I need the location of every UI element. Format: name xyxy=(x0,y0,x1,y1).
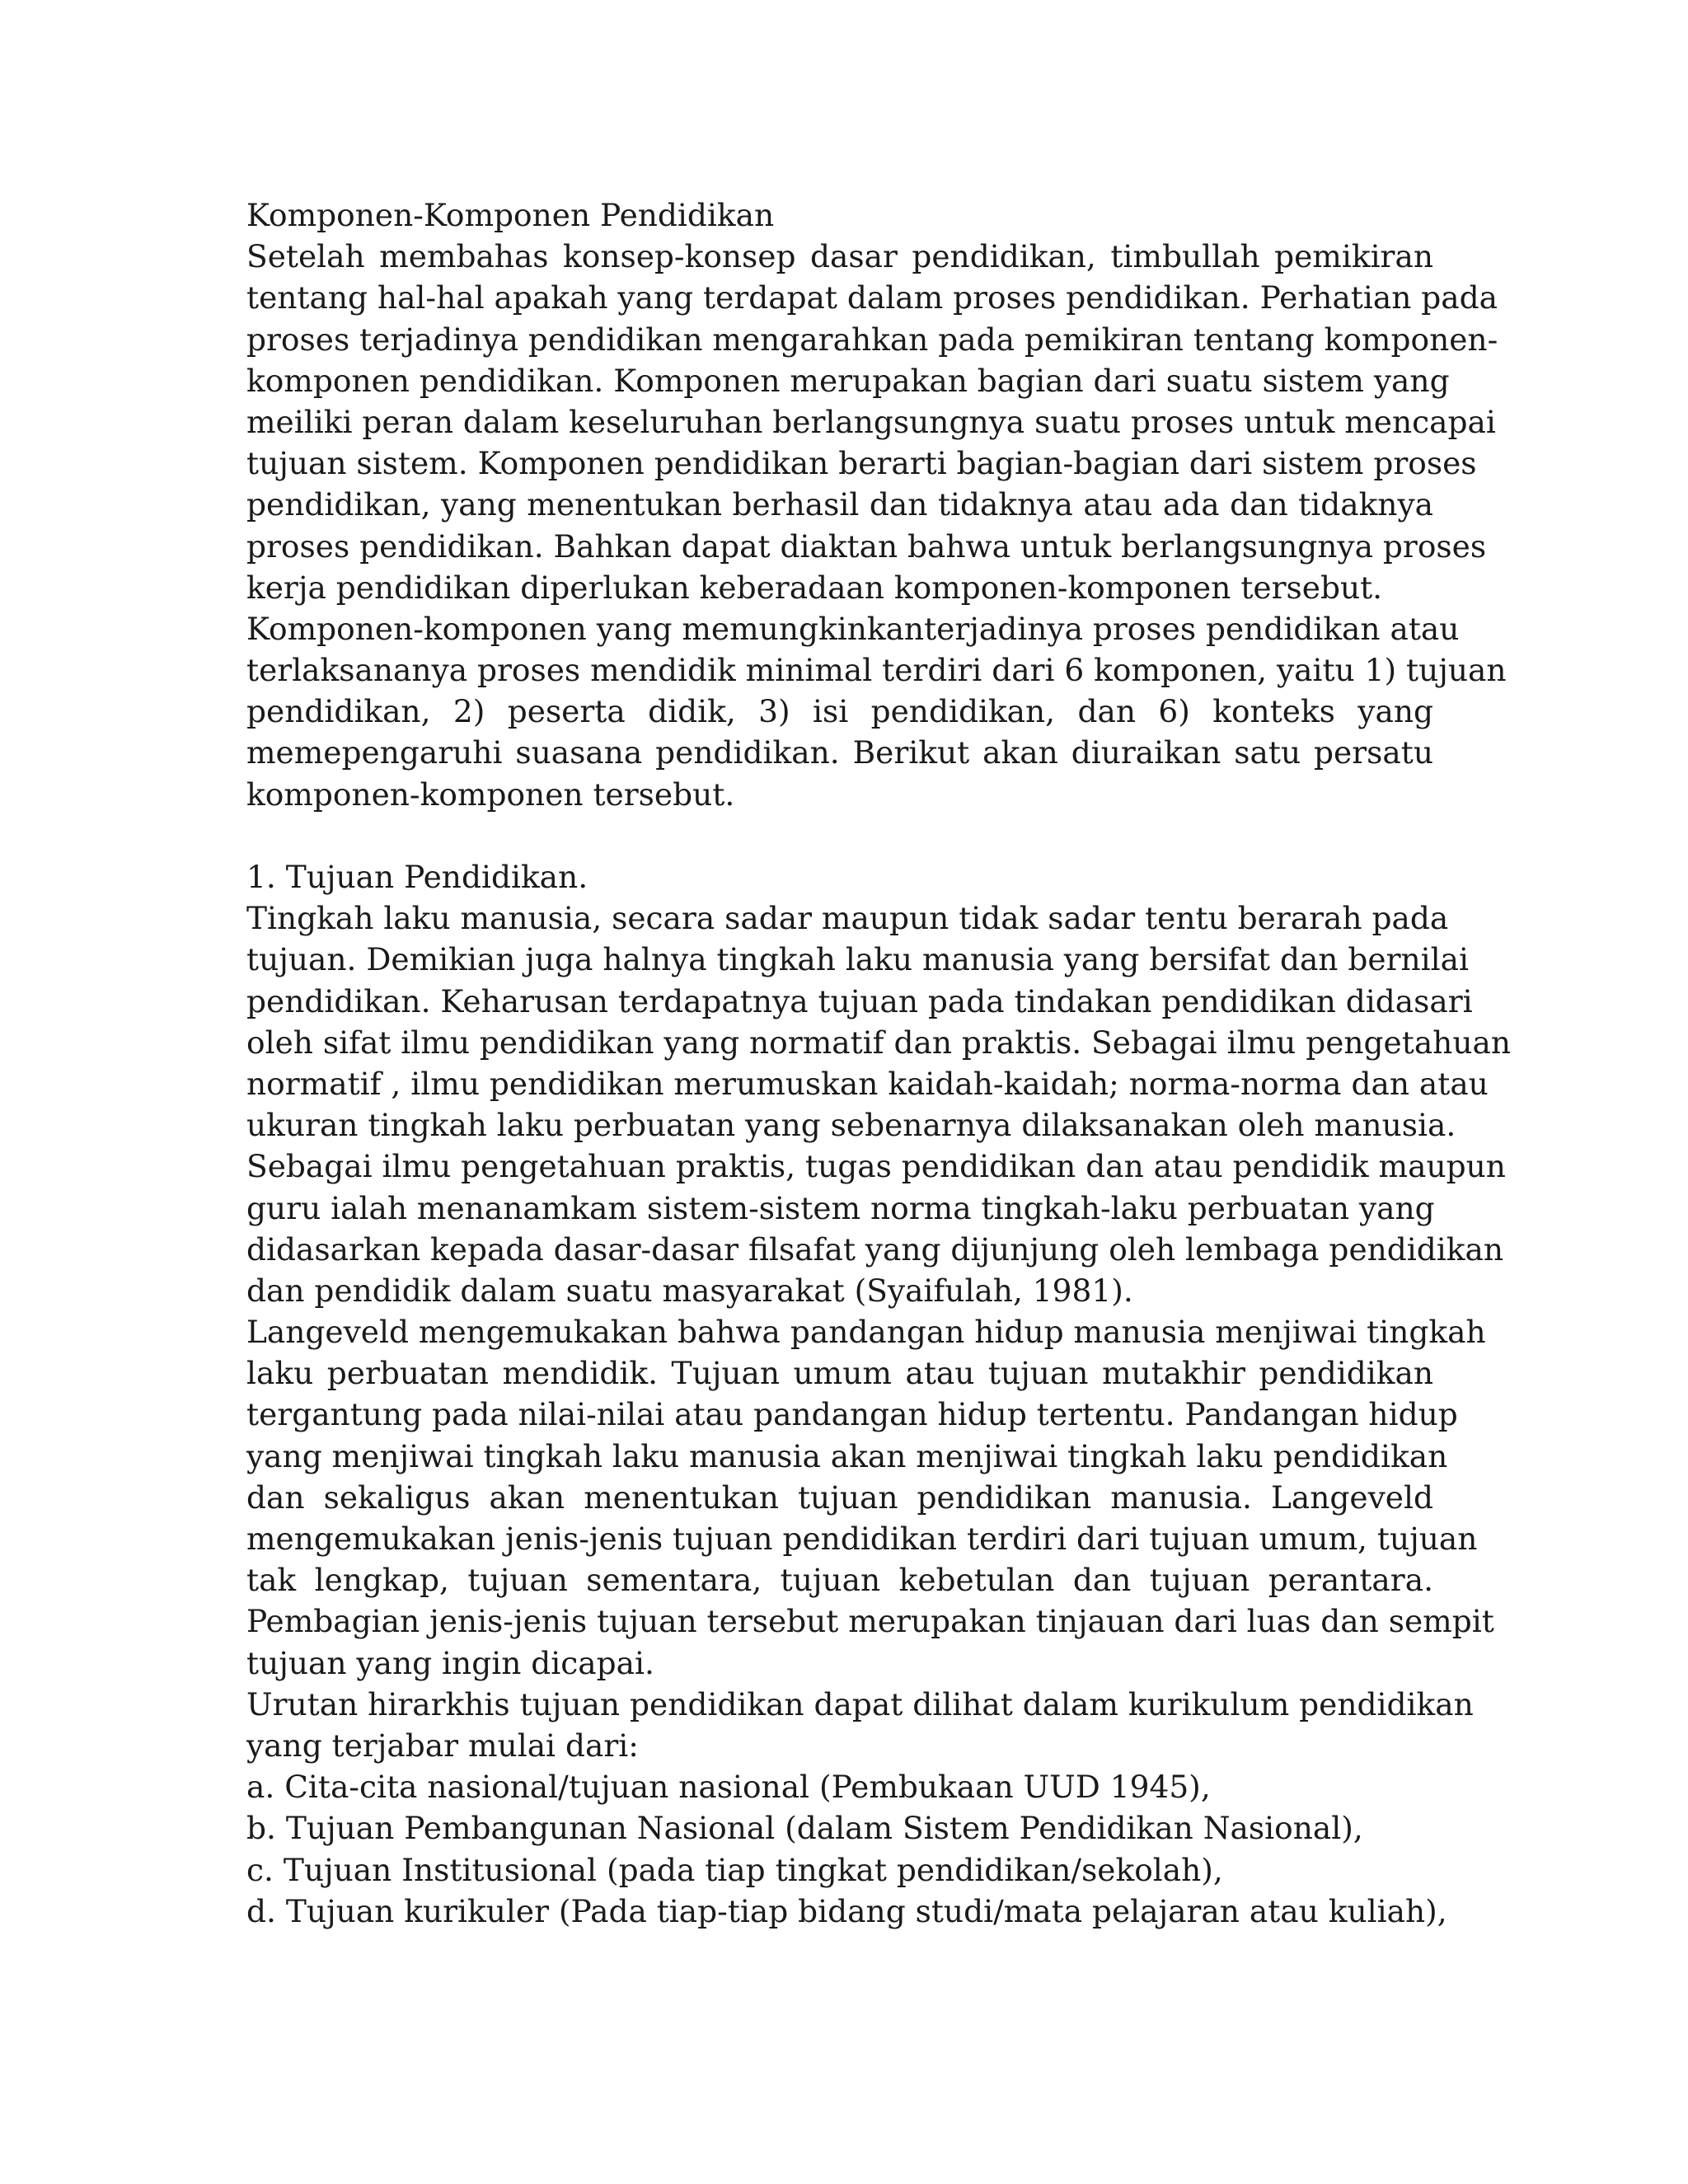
text-line: ukuran tingkah laku perbuatan yang sebenarnya dilaksanakan oleh manusia. xyxy=(246,1107,1456,1144)
text-line: proses terjadinya pendidikan mengarahkan pada pemikiran tentang komponen- xyxy=(246,321,1498,358)
text-line: didasarkan kepada dasar-dasar filsafat yang dijunjung oleh lembaga pendidikan xyxy=(246,1230,1504,1268)
text-line: komponen-komponen tersebut. xyxy=(246,776,735,813)
text-line: Komponen-komponen yang memungkinkanterjadinya proses pendidikan atau xyxy=(246,610,1460,647)
text-line: normatif , ilmu pendidikan merumuskan kaidah-kaidah; norma-norma dan atau xyxy=(246,1065,1489,1102)
text-line: komponen pendidikan. Komponen merupakan bagian dari suatu sistem yang xyxy=(246,362,1450,399)
hierarchy-list xyxy=(246,1766,1447,1932)
text-line: dan sekaligus akan menentukan tujuan pendidikan manusia. Langeveld xyxy=(246,1479,1433,1516)
text-line: pendidikan, 2) peserta didik, 3) isi pendidikan, dan 6) konteks yang xyxy=(246,693,1433,730)
text-line: tujuan. Demikian juga halnya tingkah laku manusia yang bersifat dan bernilai xyxy=(246,941,1469,978)
section-heading: 1. Tujuan Pendidikan. xyxy=(246,859,588,895)
text-line: tujuan yang ingin dicapai. xyxy=(246,1644,654,1681)
text-line: proses pendidikan. Bahkan dapat diaktan bahwa untuk berlangsungnya proses xyxy=(246,527,1487,565)
document-page xyxy=(246,194,1511,1932)
text-line: tak lengkap, tujuan sementara, tujuan kebetulan dan tujuan perantara. xyxy=(246,1562,1433,1599)
intro-paragraph-1 xyxy=(246,236,1498,608)
text-line: yang terjabar mulai dari: xyxy=(246,1727,639,1764)
text-line: memepengaruhi suasana pendidikan. Berikut akan diuraikan satu persatu xyxy=(246,734,1433,771)
text-line: Setelah membahas konsep-konsep dasar pendidikan, timbullah pemikiran xyxy=(246,238,1433,275)
text-line: terlaksananya proses mendidik minimal terdiri dari 6 komponen, yaitu 1) tujuan xyxy=(246,652,1507,689)
document-title: Komponen-Komponen Pendidikan xyxy=(246,197,775,233)
text-line: tentang hal-hal apakah yang terdapat dalam proses pendidikan. Perhatian pada xyxy=(246,279,1498,316)
text-line: Urutan hirarkhis tujuan pendidikan dapat dilihat dalam kurikulum pendidikan xyxy=(246,1685,1474,1722)
text-line: tergantung pada nilai-nilai atau pandangan hidup tertentu. Pandangan hidup xyxy=(246,1396,1458,1433)
text-line: laku perbuatan mendidik. Tujuan umum atau tujuan mutakhir pendidikan xyxy=(246,1355,1433,1392)
text-line: dan pendidik dalam suatu masyarakat (Syaifulah, 1981). xyxy=(246,1272,1133,1309)
section-1-paragraph-1 xyxy=(246,898,1511,1311)
section-1-paragraph-3 xyxy=(246,1684,1474,1766)
text-line: pendidikan, yang menentukan berhasil dan tidaknya atau ada dan tidaknya xyxy=(246,486,1433,523)
section-1-paragraph-2 xyxy=(246,1311,1494,1684)
blank-line xyxy=(246,815,1433,856)
text-line: mengemukakan jenis-jenis tujuan pendidikan terdiri dari tujuan umum, tujuan xyxy=(246,1521,1478,1557)
intro-paragraph-2 xyxy=(246,608,1507,815)
list-item: c. Tujuan Institusional (pada tiap tingkat pendidikan/sekolah), xyxy=(246,1851,1223,1888)
text-line: Pembagian jenis-jenis tujuan tersebut merupakan tinjauan dari luas dan sempit xyxy=(246,1603,1494,1640)
text-line: tujuan sistem. Komponen pendidikan berarti bagian-bagian dari sistem proses xyxy=(246,445,1477,482)
list-item: a. Cita-cita nasional/tujuan nasional (Pembukaan UUD 1945), xyxy=(246,1769,1211,1806)
list-item: d. Tujuan kurikuler (Pada tiap-tiap bidang studi/mata pelajaran atau kuliah), xyxy=(246,1892,1447,1929)
text-line: Langeveld mengemukakan bahwa pandangan hidup manusia menjiwai tingkah xyxy=(246,1314,1486,1351)
text-line: Tingkah laku manusia, secara sadar maupun tidak sadar tentu berarah pada xyxy=(246,900,1449,937)
text-line: meiliki peran dalam keseluruhan berlangsungnya suatu proses untuk mencapai xyxy=(246,403,1496,440)
text-line: kerja pendidikan diperlukan keberadaan komponen-komponen tersebut. xyxy=(246,569,1383,606)
text-line: Sebagai ilmu pengetahuan praktis, tugas pendidikan dan atau pendidik maupun xyxy=(246,1148,1506,1185)
text-line: pendidikan. Keharusan terdapatnya tujuan pada tindakan pendidikan didasari xyxy=(246,982,1473,1019)
text-line: yang menjiwai tingkah laku manusia akan menjiwai tingkah laku pendidikan xyxy=(246,1437,1448,1474)
text-line: guru ialah menanamkam sistem-sistem norma tingkah-laku perbuatan yang xyxy=(246,1189,1435,1226)
text-line: oleh sifat ilmu pendidikan yang normatif dan praktis. Sebagai ilmu pengetahuan xyxy=(246,1024,1511,1061)
list-item: b. Tujuan Pembangunan Nasional (dalam Sistem Pendidikan Nasional), xyxy=(246,1810,1363,1847)
